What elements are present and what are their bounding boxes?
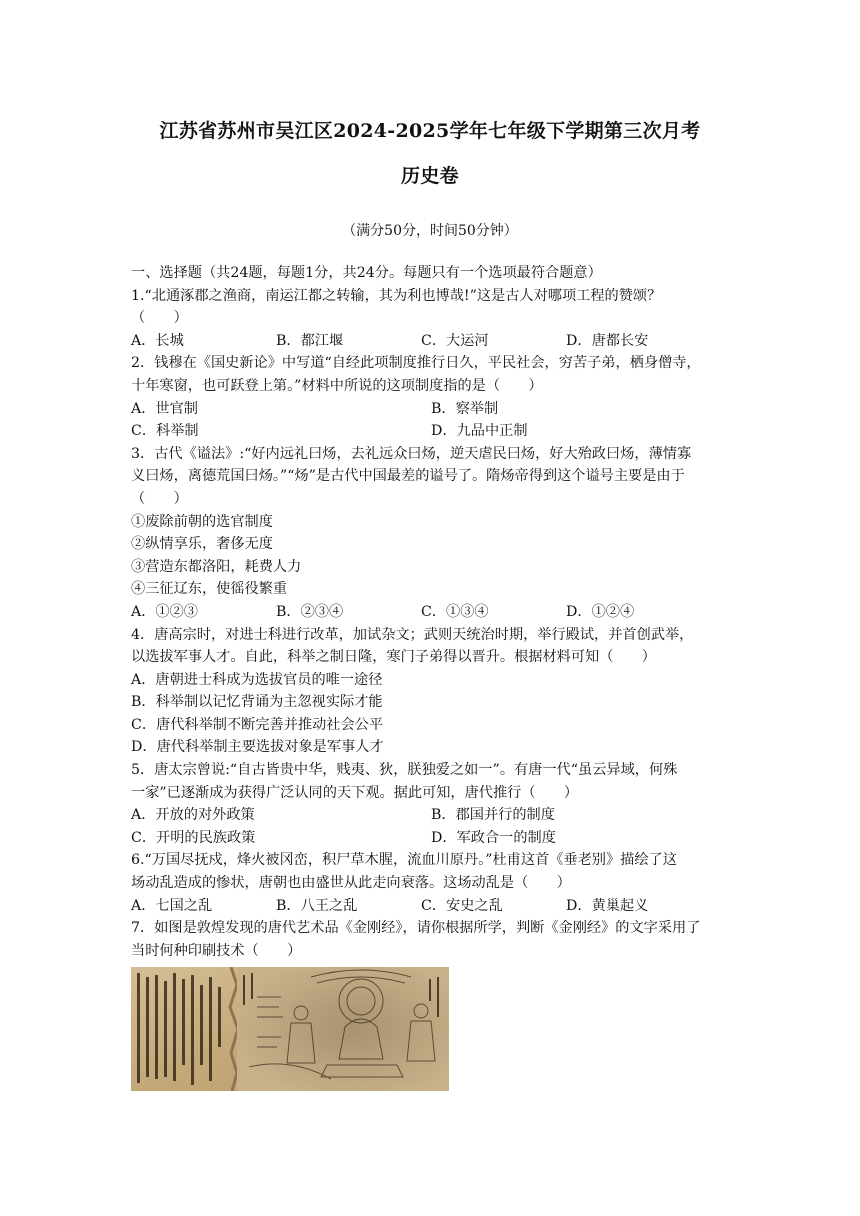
q6-option-a[interactable]: A．七国之乱 bbox=[131, 897, 213, 914]
q1-option-c[interactable]: C．大运河 bbox=[421, 332, 489, 349]
q1-option-a[interactable]: A．长城 bbox=[131, 332, 184, 349]
q1-stem-line1: 1.“北通涿郡之渔商，南运江都之转输，其为利也博哉!”这是古人对哪项工程的赞颂？ bbox=[131, 287, 662, 304]
q5-option-c[interactable]: C．开明的民族政策 bbox=[131, 829, 256, 846]
q7-stem-line1: 7．如图是敦煌发现的唐代艺术品《金刚经》，请你根据所学，判断《金刚经》的文字采用了 bbox=[131, 920, 701, 937]
q3-option-b[interactable]: B．②③④ bbox=[276, 603, 344, 620]
q4-option-c[interactable]: C．唐代科举制不断完善并推动社会公平 bbox=[131, 716, 384, 733]
q3-option-d[interactable]: D．①②④ bbox=[566, 603, 635, 620]
q1-option-b[interactable]: B．都江堰 bbox=[276, 332, 344, 349]
q4-stem-line1: 4．唐高宗时，对进士科进行改革，加试杂文；武则天统治时期，举行殿试，并首创武举， bbox=[131, 626, 694, 643]
q2-stem-line2: 十年寒窗，也可跃登上第。”材料中所说的这项制度指的是（ ） bbox=[131, 377, 543, 394]
exam-meta: （满分50分，时间50分钟） bbox=[342, 223, 518, 239]
q5-option-a[interactable]: A．开放的对外政策 bbox=[131, 807, 255, 824]
q5-stem-line2: 一家”已逐渐成为获得广泛认同的天下观。据此可知，唐代推行（ ） bbox=[131, 784, 579, 801]
q2-option-d[interactable]: D．九品中正制 bbox=[431, 423, 528, 440]
q1-option-d[interactable]: D．唐都长安 bbox=[566, 332, 649, 349]
q3-options bbox=[131, 601, 731, 624]
q2-stem-line1: 2．钱穆在《国史新论》中写道“自经此项制度推行日久，平民社会，穷苦子弟，栖身僧寺， bbox=[131, 355, 701, 372]
q3-item-3: ③营造东都洛阳，耗费人力 bbox=[131, 558, 302, 575]
q6-options bbox=[131, 895, 731, 918]
q2-options-row2 bbox=[131, 420, 731, 443]
exam-subtitle: 历史卷 bbox=[401, 165, 459, 187]
q1-stem-line2: （ ） bbox=[131, 310, 188, 327]
exam-title: 江苏省苏州市吴江区2024-2025学年七年级下学期第三次月考 bbox=[159, 120, 701, 142]
q6-option-d[interactable]: D．黄巢起义 bbox=[566, 897, 649, 914]
q4-option-d[interactable]: D．唐代科举制主要选拔对象是军事人才 bbox=[131, 739, 384, 756]
q3-stem-line2: 义曰炀，离德荒国曰炀。”“炀”是古代中国最差的谥号了。隋炀帝得到这个谥号主要是由于 bbox=[131, 468, 685, 485]
q3-option-c[interactable]: C．①③④ bbox=[421, 603, 489, 620]
diamond-sutra-image bbox=[131, 967, 449, 1091]
q2-option-b[interactable]: B．察举制 bbox=[431, 400, 499, 417]
q5-option-d[interactable]: D．军政合一的制度 bbox=[431, 829, 556, 846]
q1-options bbox=[131, 330, 731, 353]
q6-option-b[interactable]: B．八王之乱 bbox=[276, 897, 358, 914]
q2-option-c[interactable]: C．科举制 bbox=[131, 423, 199, 440]
q3-item-2: ②纵情享乐，奢侈无度 bbox=[131, 536, 273, 553]
q5-options-row2 bbox=[131, 827, 731, 850]
q4-option-a[interactable]: A．唐朝进士科成为选拔官员的唯一途径 bbox=[131, 671, 383, 688]
q3-stem-line1: 3．古代《谥法》:“好内远礼曰炀，去礼远众曰炀，逆天虐民曰炀，好大殆政曰炀，薄情寡 bbox=[131, 445, 692, 462]
q6-stem-line1: 6.“万国尽抚戍，烽火被冈峦，积尸草木腥，流血川原丹。”杜甫这首《垂老别》描绘了这 bbox=[131, 852, 677, 869]
q5-stem-line1: 5．唐太宗曾说:“自古皆贵中华，贱夷、狄，朕独爱之如一”。有唐一代“虽云异域，何殊 bbox=[131, 762, 678, 779]
question-body bbox=[131, 262, 731, 962]
q3-item-1: ①废除前朝的选官制度 bbox=[131, 513, 273, 530]
q6-stem-line2: 场动乱造成的惨状，唐朝也由盛世从此走向衰落。这场动乱是（ ） bbox=[131, 875, 571, 892]
q2-options-row1 bbox=[131, 398, 731, 421]
q4-stem-line2: 以选拔军事人才。自此，科举之制日隆，寒门子弟得以晋升。根据材料可知（ ） bbox=[131, 649, 656, 666]
q5-options-row1 bbox=[131, 804, 731, 827]
q5-option-b[interactable]: B．郡国并行的制度 bbox=[431, 807, 555, 824]
q2-option-a[interactable]: A．世官制 bbox=[131, 400, 198, 417]
q3-stem-line3: （ ） bbox=[131, 490, 188, 507]
q4-option-b[interactable]: B．科举制以记忆背诵为主忽视实际才能 bbox=[131, 694, 383, 711]
q7-stem-line2: 当时何种印刷技术（ ） bbox=[131, 942, 302, 959]
q3-item-4: ④三征辽东，使徭役繁重 bbox=[131, 581, 288, 598]
section-heading: 一、选择题（共24题，每题1分，共24分。每题只有一个选项最符合题意） bbox=[131, 265, 602, 281]
q3-option-a[interactable]: A．①②③ bbox=[131, 603, 198, 620]
q6-option-c[interactable]: C．安史之乱 bbox=[421, 897, 503, 914]
